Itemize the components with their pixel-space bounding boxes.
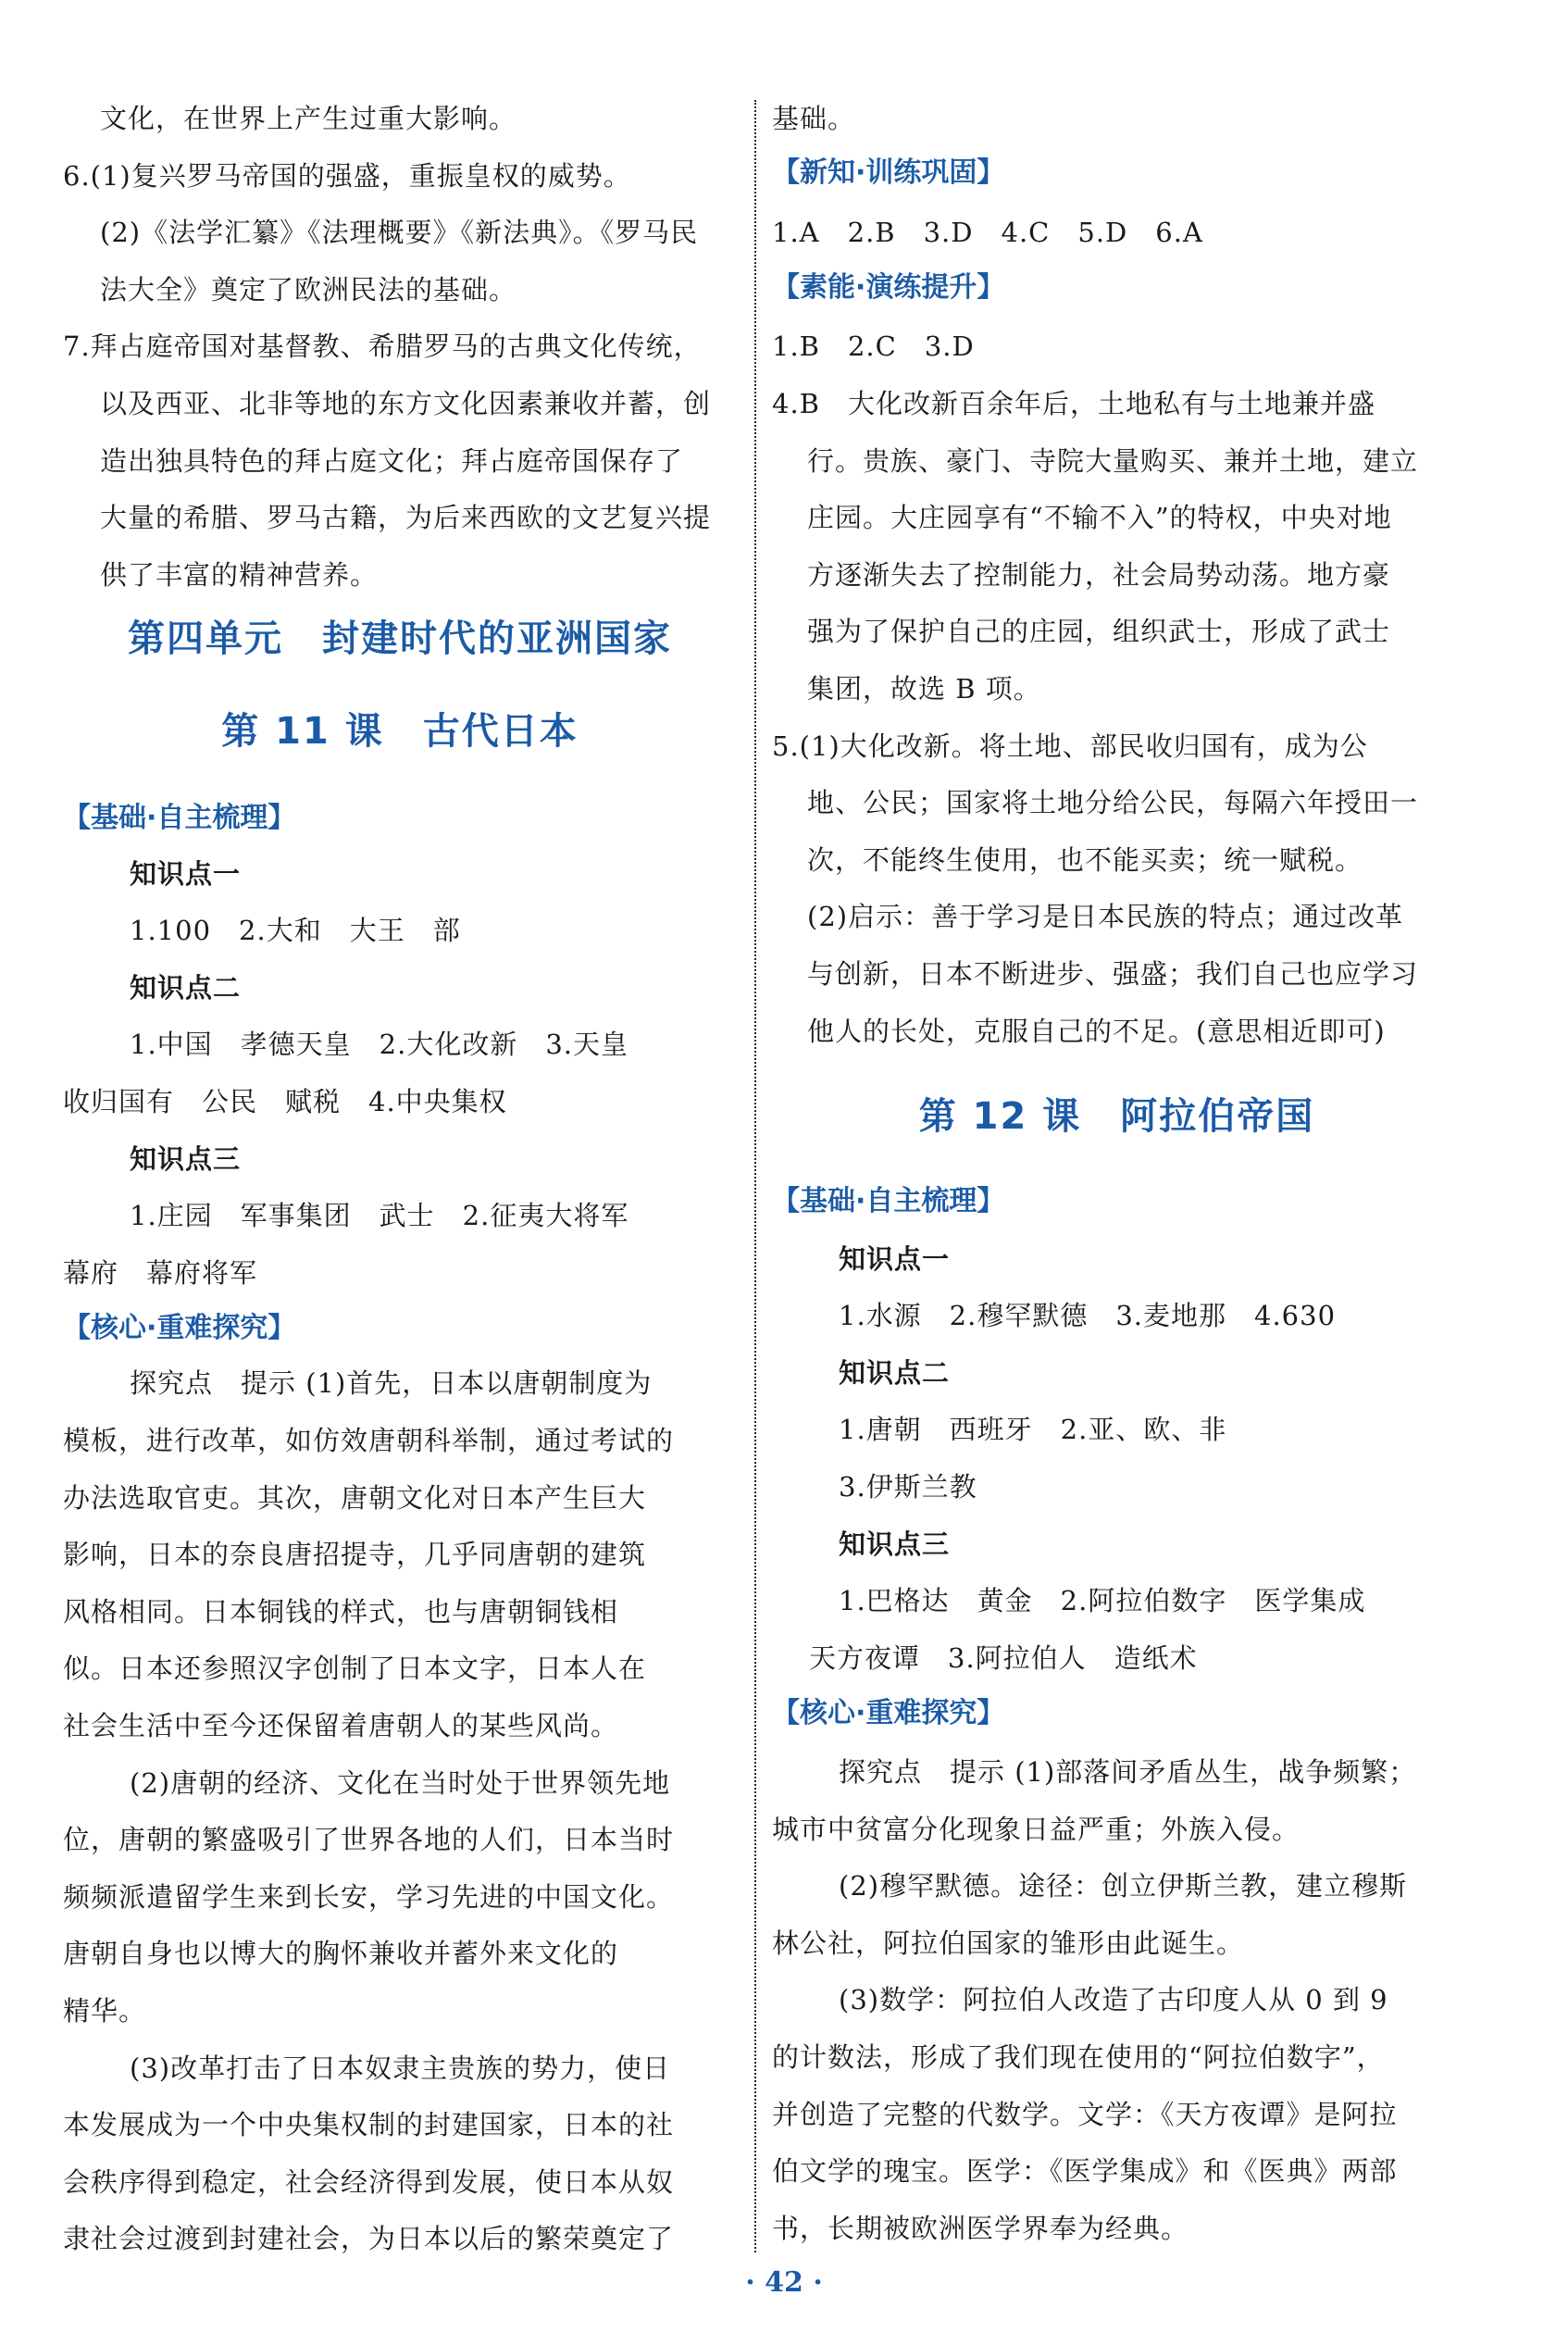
text-line: 5.(1)大化改新。将土地、部民收归国有，成为公 — [772, 730, 1368, 762]
text-line: 供了丰富的精神营养。 — [100, 559, 379, 591]
knowledge-point-label: 知识点一 — [839, 1243, 951, 1275]
text-line: 的计数法，形成了我们现在使用的“阿拉伯数字”， — [772, 2041, 1385, 2073]
text-line: 方逐渐失去了控制能力，社会局势动荡。地方豪 — [807, 559, 1391, 591]
text-line: 以及西亚、北非等地的东方文化因素兼收并蓄，创 — [100, 388, 712, 419]
text-line: (3)数学：阿拉伯人改造了古印度人从 0 到 9 — [839, 1984, 1388, 2015]
text-line: 庄园。大庄园享有“不输不入”的特权，中央对地 — [807, 502, 1392, 533]
section-heading: 【基础·自主梳理】 — [772, 1185, 1005, 1217]
text-line: 7.拜占庭帝国对基督教、希腊罗马的古典文化传统， — [63, 331, 702, 362]
text-line: 影响，日本的奈良唐招提寺，几乎同唐朝的建筑 — [63, 1539, 647, 1570]
text-line: 4.B 大化改新百余年后，土地私有与土地兼并盛 — [772, 388, 1375, 419]
section-heading: 【素能·演练提升】 — [772, 271, 1005, 304]
lesson-title: 第 11 课 古代日本 — [221, 710, 579, 753]
knowledge-point-label: 知识点三 — [130, 1143, 242, 1175]
text-line: 本发展成为一个中央集权制的封建国家，日本的社 — [63, 2109, 675, 2140]
text-line: 隶社会过渡到封建社会，为日本以后的繁荣奠定了 — [63, 2223, 675, 2254]
text-line: 幕府 幕府将军 — [63, 1257, 258, 1289]
text-line: 集团，故选 B 项。 — [807, 673, 1041, 705]
knowledge-point-label: 知识点一 — [130, 858, 242, 890]
knowledge-point-label: 知识点三 — [839, 1528, 951, 1560]
text-line: (2)《法学汇纂》《法理概要》《新法典》。《罗马民 — [100, 217, 699, 248]
text-line: 3.伊斯兰教 — [839, 1471, 977, 1503]
text-line: 1.A 2.B 3.D 4.C 5.D 6.A — [772, 217, 1203, 248]
text-line: 模板，进行改革，如仿效唐朝科举制，通过考试的 — [63, 1425, 675, 1456]
text-line: 书，长期被欧洲医学界奉为经典。 — [772, 2213, 1189, 2244]
text-line: 唐朝自身也以博大的胸怀兼收并蓄外来文化的 — [63, 1938, 619, 1969]
text-line: 1.巴格达 黄金 2.阿拉伯数字 医学集成 — [839, 1585, 1366, 1616]
text-line: (2)唐朝的经济、文化在当时处于世界领先地 — [130, 1767, 671, 1799]
text-line: 城市中贫富分化现象日益严重；外族入侵。 — [772, 1814, 1300, 1845]
text-line: 大量的希腊、罗马古籍，为后来西欧的文艺复兴提 — [100, 502, 712, 533]
knowledge-point-label: 知识点二 — [839, 1357, 951, 1389]
text-line: (2)穆罕默德。途径：创立伊斯兰教，建立穆斯 — [839, 1870, 1408, 1902]
text-line: 法大全》奠定了欧洲民法的基础。 — [100, 274, 517, 306]
text-line: 他人的长处，克服自己的不足。(意思相近即可) — [807, 1016, 1386, 1047]
text-line: 强为了保护自己的庄园，组织武士，形成了武士 — [807, 616, 1391, 647]
text-line: 办法选取官吏。其次，唐朝文化对日本产生巨大 — [63, 1482, 647, 1514]
text-line: 社会生活中至今还保留着唐朝人的某些风尚。 — [63, 1710, 619, 1741]
text-line: (2)启示：善于学习是日本民族的特点；通过改革 — [807, 901, 1404, 932]
text-line: 1.唐朝 西班牙 2.亚、欧、非 — [839, 1414, 1227, 1445]
text-line: 文化，在世界上产生过重大影响。 — [100, 103, 517, 134]
text-line: 收归国有 公民 赋税 4.中央集权 — [63, 1086, 507, 1117]
text-line: 探究点 提示 (1)部落间矛盾丛生，战争频繁； — [839, 1756, 1417, 1788]
section-heading: 【核心·重难探究】 — [772, 1697, 1005, 1729]
text-line: 1.水源 2.穆罕默德 3.麦地那 4.630 — [839, 1300, 1337, 1331]
section-heading: 【核心·重难探究】 — [63, 1312, 296, 1344]
text-line: 林公社，阿拉伯国家的雏形由此诞生。 — [772, 1928, 1245, 1959]
text-line: 1.中国 孝德天皇 2.大化改新 3.天皇 — [130, 1029, 629, 1060]
text-line: 频频派遣留学生来到长安，学习先进的中国文化。 — [63, 1881, 675, 1913]
text-line: 位，唐朝的繁盛吸引了世界各地的人们，日本当时 — [63, 1824, 675, 1855]
section-heading: 【基础·自主梳理】 — [63, 802, 296, 834]
section-heading: 【新知·训练巩固】 — [772, 156, 1005, 189]
text-line: 并创造了完整的代数学。文学：《天方夜谭》是阿拉 — [772, 2099, 1398, 2130]
text-line: 基础。 — [772, 103, 856, 134]
text-line: 行。贵族、豪门、寺院大量购买、兼并土地，建立 — [807, 445, 1419, 477]
text-line: 造出独具特色的拜占庭文化；拜占庭帝国保存了 — [100, 445, 684, 477]
text-line: 地、公民；国家将土地分给公民，每隔六年授田一 — [807, 787, 1419, 818]
text-line: 1.100 2.大和 大王 部 — [130, 915, 461, 946]
text-line: 伯文学的瑰宝。医学：《医学集成》和《医典》两部 — [772, 2155, 1398, 2187]
lesson-title: 第 12 课 阿拉伯帝国 — [918, 1095, 1315, 1138]
text-line: (3)改革打击了日本奴隶主贵族的势力，使日 — [130, 2052, 671, 2084]
unit-title: 第四单元 封建时代的亚洲国家 — [128, 618, 672, 660]
text-line: 精华。 — [63, 1995, 147, 2027]
text-line: 似。日本还参照汉字创制了日本文字，日本人在 — [63, 1653, 647, 1684]
text-line: 天方夜谭 3.阿拉伯人 造纸术 — [809, 1642, 1198, 1674]
text-line: 会秩序得到稳定，社会经济得到发展，使日本从奴 — [63, 2166, 675, 2198]
text-line: 风格相同。日本铜钱的样式，也与唐朝铜钱相 — [63, 1596, 619, 1628]
text-line: 探究点 提示 (1)首先，日本以唐朝制度为 — [130, 1367, 653, 1399]
column-divider — [754, 100, 756, 2252]
knowledge-point-label: 知识点二 — [130, 972, 242, 1004]
page-number: · 42 · — [745, 2266, 823, 2299]
text-line: 1.B 2.C 3.D — [772, 331, 975, 362]
text-line: 与创新，日本不断进步、强盛；我们自己也应学习 — [807, 958, 1419, 990]
text-line: 1.庄园 军事集团 武士 2.征夷大将军 — [130, 1200, 629, 1231]
text-line: 次，不能终生使用，也不能买卖；统一赋税。 — [807, 844, 1363, 876]
text-line: 6.(1)复兴罗马帝国的强盛，重振皇权的威势。 — [63, 160, 631, 192]
